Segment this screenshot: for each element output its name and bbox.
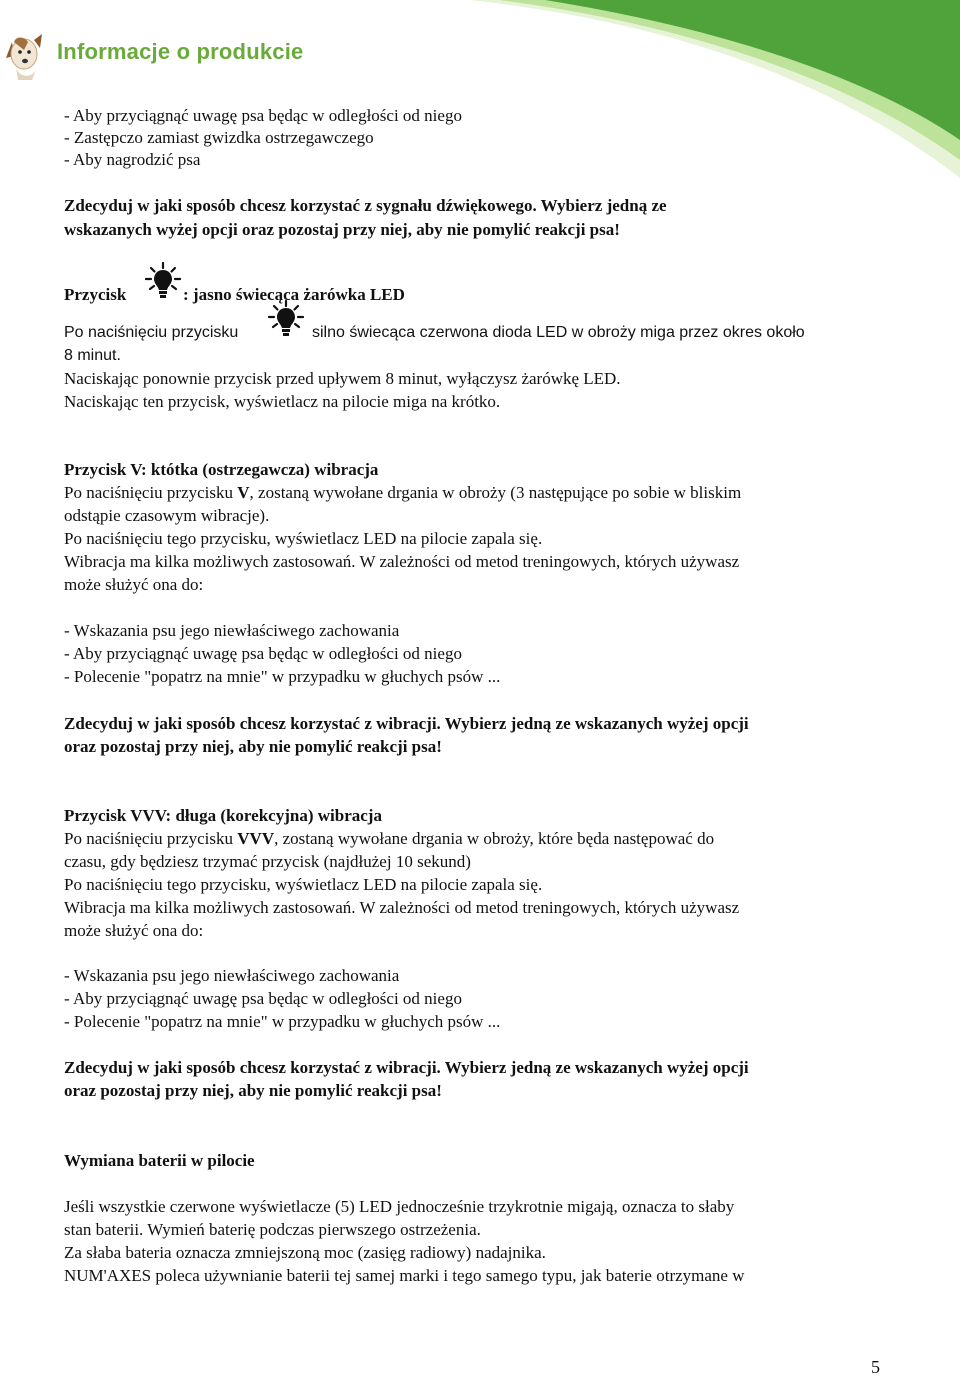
short-vibration-line: odstąpie czasowym wibracje). [64,506,270,525]
long-vibration-line: czasu, gdy będziesz trzymać przycisk (najdłużej 10 sekund) [64,852,471,871]
led-press-text: Po naciśnięciu przycisku [64,324,239,341]
dog-logo-icon [2,28,52,82]
long-vibration-decide: Zdecyduj w jaki sposób chcesz korzystać z wibracji. Wybierz jedną ze wskazanych wyżej opcji [64,1058,749,1077]
battery-line: stan baterii. Wymień baterię podczas pierwszego ostrzeżenia. [64,1220,481,1239]
long-vibration-list-item: - Aby przyciągnąć uwagę psa będąc w odległości od niego [64,989,462,1008]
short-vibration-list-item: - Polecenie "popatrz na mnie" w przypadku w głuchych psów ... [64,667,501,686]
sound-decide-line: Zdecyduj w jaki sposób chcesz korzystać z sygnału dźwiękowego. Wybierz jedną ze [64,196,667,215]
led-line: Naciskając ten przycisk, wyświetlacz na pilocie miga na krótko. [64,392,501,411]
short-vibration-list-item: - Aby przyciągnąć uwagę psa będąc w odległości od niego [64,644,462,663]
short-vibration-line: Po naciśnięciu przycisku V, zostaną wywołane drgania w obroży (3 następujące po sobie w bliskim [64,483,742,502]
long-vibration-list-item: - Wskazania psu jego niewłaściwego zachowania [64,966,400,985]
long-vibration-list-item: - Polecenie "popatrz na mnie" w przypadku w głuchych psów ... [64,1012,501,1031]
led-line: Naciskając ponownie przycisk przed upływem 8 minut, wyłączysz żarówkę LED. [64,369,621,388]
intro-list-item: - Zastępczo zamiast gwizdka ostrzegawczego [64,128,374,147]
led-title-label: Przycisk [64,285,127,304]
battery-title: Wymiana baterii w pilocie [64,1151,255,1170]
led-title-text: : jasno świecąca żarówka LED [183,285,405,304]
long-vibration-line: Po naciśnięciu tego przycisku, wyświetlacz LED na pilocie zapala się. [64,875,543,894]
intro-list-item: - Aby przyciągnąć uwagę psa będąc w odległości od niego [64,106,462,125]
battery-line: NUM'AXES poleca używnianie baterii tej samej marki i tego samego typu, jak baterie otrzymane w [64,1266,745,1285]
page-number: 5 [871,1357,880,1377]
long-vibration-line: Po naciśnięciu przycisku VVV, zostaną wywołane drgania w obroży, które będa następować do [64,829,715,848]
battery-line: Za słaba bateria oznacza zmniejszoną moc (zasięg radiowy) nadajnika. [64,1243,546,1262]
battery-line: Jeśli wszystkie czerwone wyświetlacze (5) LED jednocześnie trzykrotnie migają, oznacza to słaby [64,1197,735,1216]
header-title: Informacje o produkcie [57,39,304,64]
short-vibration-title: Przycisk V: któtka (ostrzegawcza) wibracja [64,460,379,479]
short-vibration-list-item: - Wskazania psu jego niewłaściwego zachowania [64,621,400,640]
short-vibration-decide: Zdecyduj w jaki sposób chcesz korzystać z wibracji. Wybierz jedną ze wskazanych wyżej opcji [64,714,749,733]
short-vibration-decide: oraz pozostaj przy niej, aby nie pomylić reakcji psa! [64,737,442,756]
short-vibration-line: Po naciśnięciu tego przycisku, wyświetlacz LED na pilocie zapala się. [64,529,543,548]
long-vibration-line: może służyć ona do: [64,921,204,940]
long-vibration-decide: oraz pozostaj przy niej, aby nie pomylić reakcji psa! [64,1081,442,1100]
led-press-continuation: 8 minut. [64,347,121,364]
intro-list-item: - Aby nagrodzić psa [64,150,201,169]
short-vibration-line: może służyć ona do: [64,575,204,594]
long-vibration-title: Przycisk VVV: długa (korekcyjna) wibracja [64,806,382,825]
light-bulb-icon [145,262,181,302]
long-vibration-line: Wibracja ma kilka możliwych zastosowań. W zależności od metod treningowych, których używasz [64,898,740,917]
light-bulb-icon [268,300,304,340]
short-vibration-line: Wibracja ma kilka możliwych zastosowań. W zależności od metod treningowych, których używasz [64,552,740,571]
sound-decide-line: wskazanych wyżej opcji oraz pozostaj przy niej, aby nie pomylić reakcji psa! [64,220,620,239]
led-press-description: silno świecąca czerwona dioda LED w obroży miga przez okres około [312,324,805,341]
